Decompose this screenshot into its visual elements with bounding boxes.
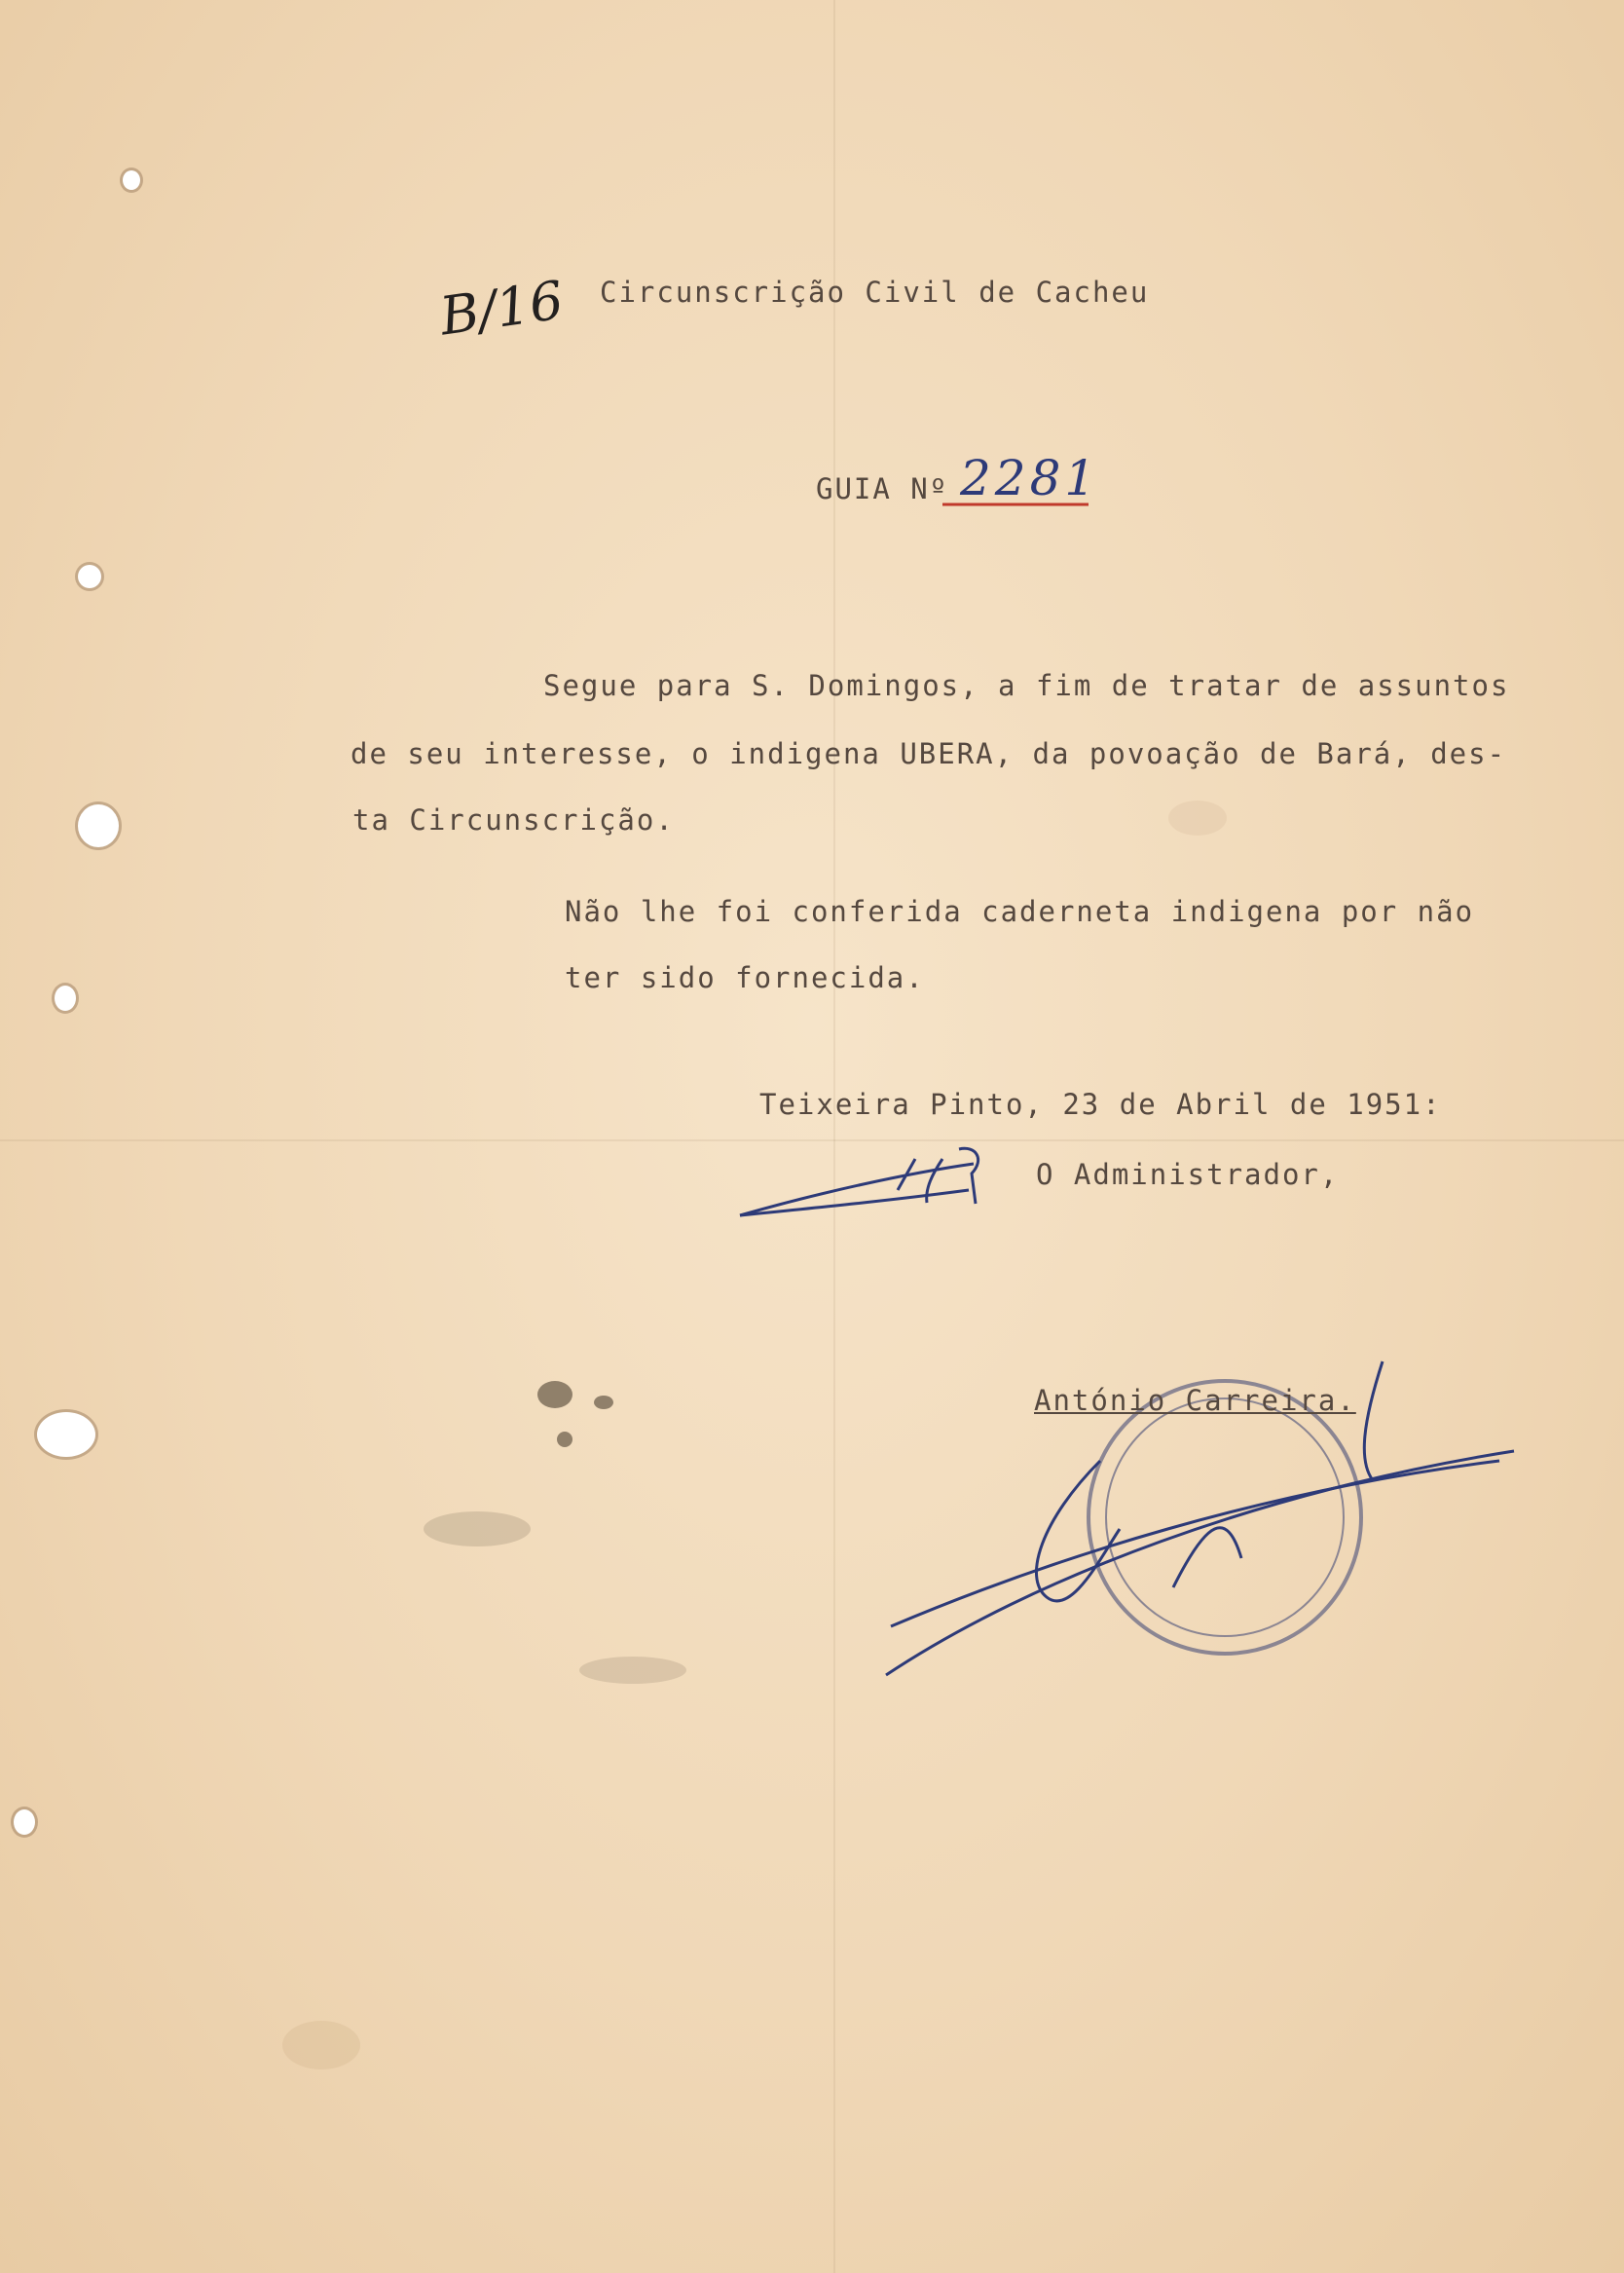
archive-reference: B/16 (436, 269, 568, 348)
small-signature (740, 1148, 978, 1215)
body-line: de seu interesse, o indigena UBERA, da povoação de Bará, des- (351, 737, 1507, 770)
body-line: Não lhe foi conferida caderneta indigena por não (565, 895, 1475, 928)
body-line: ter sido fornecida. (565, 961, 925, 994)
guide-label: GUIA Nº (816, 472, 949, 505)
body-line: Segue para S. Domingos, a fim de tratar de assuntos (543, 669, 1510, 702)
body-line: ta Circunscrição. (352, 803, 675, 837)
guide-number: 2281 (960, 450, 1100, 506)
official-stamp (1089, 1381, 1361, 1654)
place-date: Teixeira Pinto, 23 de Abril de 1951: (759, 1088, 1442, 1121)
document-header: Circunscrição Civil de Cacheu (600, 276, 1150, 309)
closing-title: O Administrador, (1036, 1158, 1340, 1191)
signatory-name: António Carreira. (1034, 1384, 1356, 1417)
